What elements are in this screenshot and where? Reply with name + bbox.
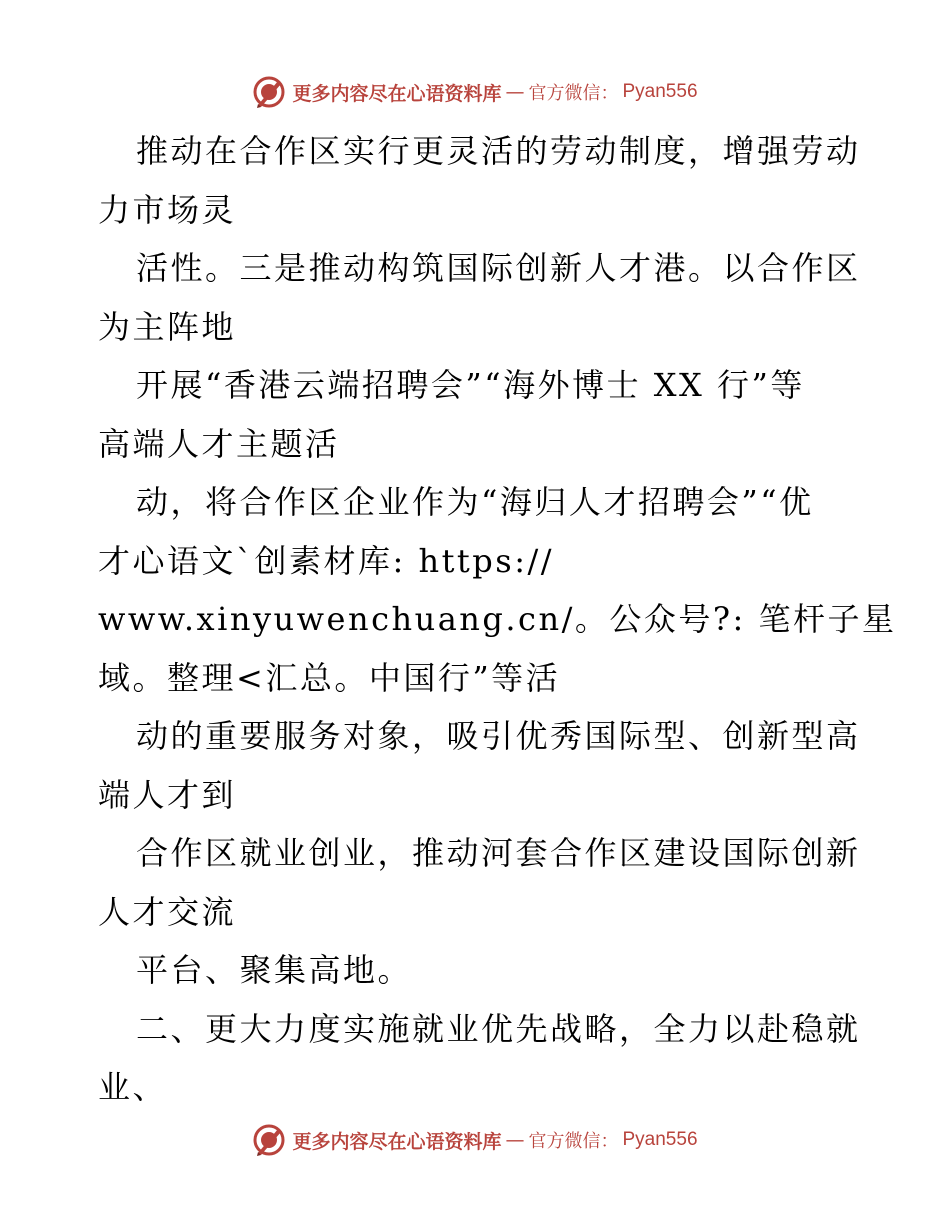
body-line: 二、更大力度实施就业优先战略，全力以赴稳就 bbox=[136, 1009, 861, 1048]
body-line: 开展“香港云端招聘会”“海外博士 XX 行”等 bbox=[136, 366, 805, 404]
pen-seal-icon bbox=[252, 1123, 286, 1157]
body-line: 活性。三是推动构筑国际创新人才港。以合作区 bbox=[136, 249, 861, 287]
banner-wechat-label: 官方微信： bbox=[528, 83, 619, 104]
document-body bbox=[98, 122, 897, 1117]
body-line: 域。整理<汇总。中国行”等活 bbox=[98, 658, 561, 697]
banner-site-text: 更多内容尽在心语资料库 bbox=[292, 1130, 502, 1153]
footer-watermark-banner bbox=[0, 1120, 950, 1160]
body-line: 力市场灵 bbox=[98, 190, 237, 229]
body-line: 为主阵地 bbox=[98, 307, 237, 346]
banner-wechat-id: Pyan556 bbox=[622, 81, 698, 102]
body-line: 推动在合作区实行更灵活的劳动制度，增强劳动 bbox=[136, 132, 861, 170]
body-line: 才心语文`创素材库: https:// bbox=[98, 541, 555, 580]
body-line: 高端人才主题活 bbox=[98, 424, 340, 463]
body-line: www.xinyuwenchuang.cn/。公众号?: 笔杆子星 bbox=[98, 600, 897, 638]
banner-wechat-label: 官方微信： bbox=[528, 1131, 619, 1152]
banner-wechat-id: Pyan556 bbox=[622, 1129, 698, 1150]
banner-separator: — bbox=[505, 81, 525, 103]
body-line: 业、 bbox=[98, 1068, 168, 1106]
body-line: 动的重要服务对象，吸引优秀国际型、创新型高 bbox=[136, 717, 861, 755]
body-line: 平台、聚集高地。 bbox=[136, 951, 413, 989]
body-line: 端人才到 bbox=[98, 775, 237, 814]
pen-seal-icon bbox=[252, 75, 286, 109]
body-line: 动，将合作区企业作为“海归人才招聘会”“优 bbox=[136, 483, 814, 521]
banner-site-text: 更多内容尽在心语资料库 bbox=[292, 82, 502, 105]
body-line: 合作区就业创业，推动河套合作区建设国际创新 bbox=[136, 834, 861, 872]
body-line: 人才交流 bbox=[98, 892, 237, 931]
banner-separator: — bbox=[505, 1129, 525, 1151]
header-watermark-banner bbox=[0, 72, 950, 112]
